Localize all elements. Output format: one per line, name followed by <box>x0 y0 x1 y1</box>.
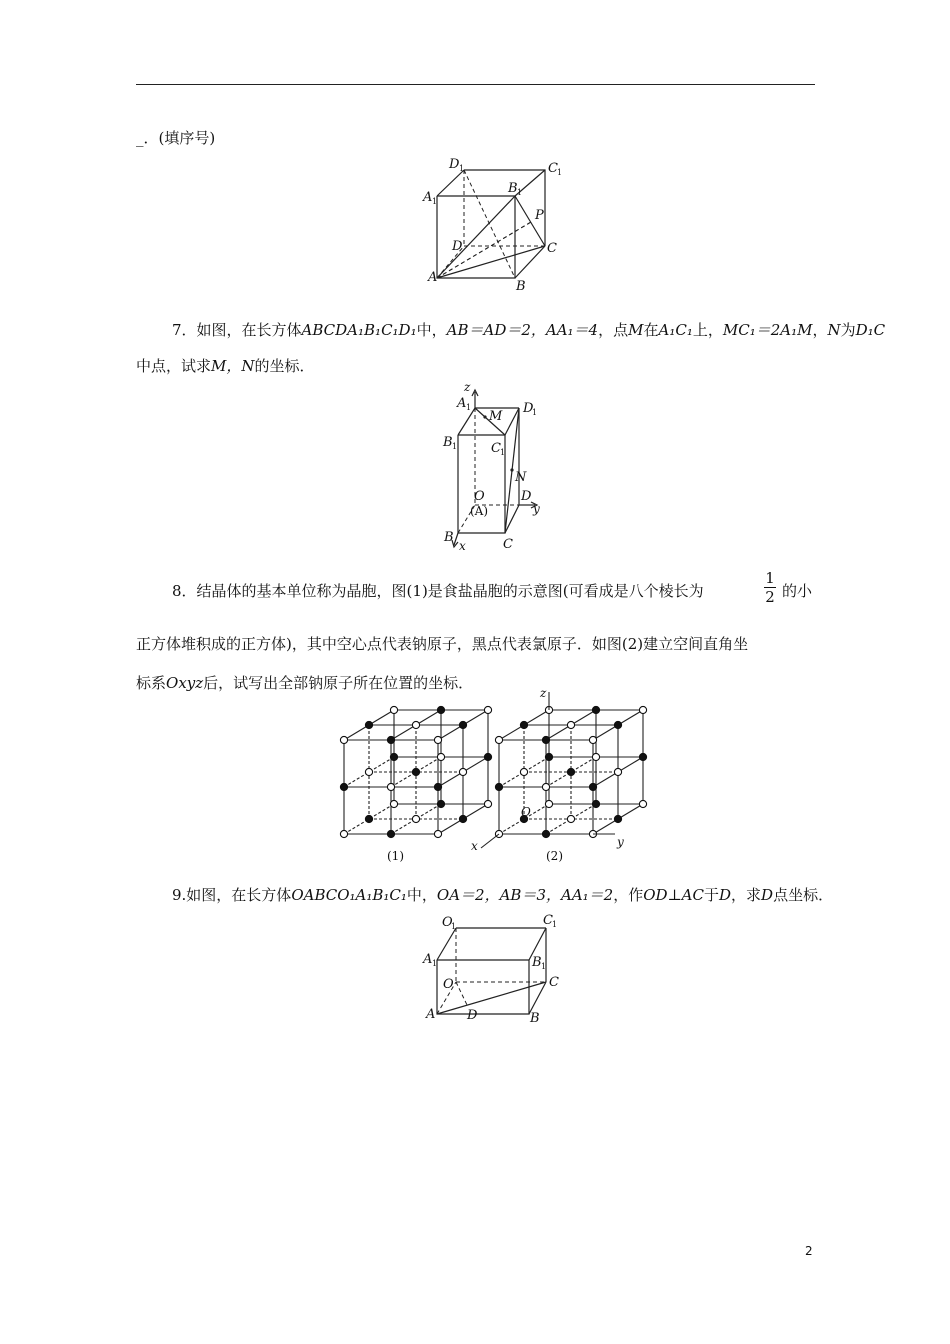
chlorine-atom <box>542 736 549 743</box>
sodium-atom <box>567 721 574 728</box>
figure-salt-crystals <box>330 686 650 864</box>
sodium-atom <box>639 706 646 713</box>
sodium-atom <box>459 768 466 775</box>
chlorine-atom <box>387 830 394 837</box>
label-B1: B <box>508 181 518 196</box>
back-face-edges <box>464 170 545 246</box>
label-y: y <box>533 502 540 516</box>
label-C: C <box>547 241 557 256</box>
sodium-atom <box>390 706 397 713</box>
chlorine-atom <box>592 706 599 713</box>
label-A: A <box>428 270 438 285</box>
sodium-atom <box>434 736 441 743</box>
q6-tail: _．(填序号) <box>136 129 216 147</box>
sodium-atom <box>434 830 441 837</box>
svg-text:1: 1 <box>517 188 523 197</box>
svg-text:1: 1 <box>452 442 458 451</box>
sodium-atom <box>589 736 596 743</box>
label-D: D <box>467 1008 478 1023</box>
label-C: C <box>549 975 559 990</box>
label-A1: A <box>457 396 467 411</box>
caption-fig2: (2) <box>546 849 563 863</box>
chlorine-atom <box>390 753 397 760</box>
label-N: N <box>515 470 527 485</box>
q8-line2: 正方体堆积成的正方体)，其中空心点代表钠原子，黑点代表氯原子．如图(2)建立空间直角坐 <box>136 635 749 653</box>
label-z: z <box>464 380 471 394</box>
chlorine-atom <box>614 721 621 728</box>
sodium-atom <box>484 800 491 807</box>
sodium-atom <box>592 753 599 760</box>
sodium-atom <box>437 753 444 760</box>
svg-text:1: 1 <box>532 408 538 417</box>
sodium-atom <box>567 815 574 822</box>
sodium-atom <box>390 800 397 807</box>
q7-line2: 中点，试求M，N的坐标． <box>136 357 315 375</box>
caption-fig1: (1) <box>387 849 404 863</box>
chlorine-atom <box>614 815 621 822</box>
label-B1: B <box>443 435 453 450</box>
chlorine-atom <box>589 783 596 790</box>
label-B: B <box>444 530 454 545</box>
sodium-atom <box>365 768 372 775</box>
page-number: 2 <box>805 1244 813 1258</box>
label-B: B <box>530 1011 540 1026</box>
label-P: P <box>535 208 544 223</box>
chlorine-atom <box>639 753 646 760</box>
chlorine-atom <box>412 768 419 775</box>
x-axis <box>481 834 499 848</box>
label-A: A <box>426 1007 436 1022</box>
sodium-atom <box>614 768 621 775</box>
chlorine-atom <box>567 768 574 775</box>
label-B1: B <box>532 955 542 970</box>
chlorine-atom <box>459 721 466 728</box>
sodium-atom <box>542 783 549 790</box>
chlorine-atom <box>542 830 549 837</box>
label-C: C <box>503 537 513 552</box>
chlorine-atom <box>520 721 527 728</box>
q7-line1: 7．如图，在长方体ABCDA₁B₁C₁D₁中，AB＝AD＝2，AA₁＝4，点M在A₁C₁上，MC₁＝2A₁M，N为D₁C <box>172 321 886 339</box>
chlorine-atom <box>365 815 372 822</box>
label-M: M <box>489 409 503 424</box>
chlorine-atom <box>459 815 466 822</box>
figure-cube-p <box>420 150 570 295</box>
chlorine-atom <box>434 783 441 790</box>
chlorine-atom <box>592 800 599 807</box>
label-C1: C <box>548 161 558 176</box>
sodium-atom <box>340 830 347 837</box>
sodium-atom <box>484 706 491 713</box>
label-D: D <box>452 239 463 254</box>
sodium-atom <box>520 768 527 775</box>
q9-line1: 9.如图，在长方体OABCO₁A₁B₁C₁中，OA＝2，AB＝3，AA₁＝2，作OD⊥AC于D，求D点坐标． <box>172 886 834 904</box>
svg-text:1: 1 <box>451 922 457 931</box>
svg-text:1: 1 <box>432 197 438 206</box>
chlorine-atom <box>437 800 444 807</box>
header-rule <box>136 84 815 85</box>
chlorine-atom <box>365 721 372 728</box>
chlorine-atom <box>340 783 347 790</box>
svg-text:1: 1 <box>432 959 438 968</box>
label-x: x <box>471 839 478 853</box>
label-D1: D <box>523 401 534 416</box>
figure-tall-box <box>440 380 550 555</box>
sodium-atom <box>412 815 419 822</box>
label-A1: A <box>423 190 433 205</box>
label-x: x <box>459 539 466 553</box>
label-A1: A <box>423 952 433 967</box>
svg-text:1: 1 <box>552 920 558 929</box>
svg-text:1: 1 <box>459 164 465 173</box>
label-O: O <box>474 489 485 504</box>
sodium-atom <box>495 736 502 743</box>
label-y: y <box>617 835 624 849</box>
chlorine-atom <box>545 753 552 760</box>
chlorine-atom <box>437 706 444 713</box>
svg-text:1: 1 <box>500 448 506 457</box>
fraction-half: 1 2 <box>765 569 775 606</box>
sodium-atom <box>545 800 552 807</box>
q8-line1-end: 的小 <box>782 582 813 600</box>
label-B: B <box>516 279 526 294</box>
label-z: z <box>540 686 547 700</box>
label-O: O <box>443 977 454 992</box>
label-O: O <box>521 805 531 819</box>
label-C1: C <box>491 441 501 456</box>
q8-line1: 8．结晶体的基本单位称为晶胞，图(1)是食盐晶胞的示意图(可看成是八个棱长为 <box>172 582 704 600</box>
sodium-atom <box>639 800 646 807</box>
svg-text:1: 1 <box>541 962 547 971</box>
label-D: D <box>521 489 532 504</box>
chlorine-atom <box>387 736 394 743</box>
svg-text:1: 1 <box>557 168 563 177</box>
figure-box-od <box>420 910 570 1025</box>
label-O1: O <box>442 915 453 930</box>
q8-line3: 标系Oxyz后，试写出全部钠原子所在位置的坐标． <box>136 674 474 692</box>
sodium-atom <box>387 783 394 790</box>
sodium-atom <box>340 736 347 743</box>
chlorine-atom <box>484 753 491 760</box>
label-C1: C <box>543 913 553 928</box>
label-A-paren: (A) <box>470 504 489 518</box>
label-D1: D <box>449 157 460 172</box>
svg-text:1: 1 <box>466 403 472 412</box>
sodium-atom <box>412 721 419 728</box>
chlorine-atom <box>495 783 502 790</box>
